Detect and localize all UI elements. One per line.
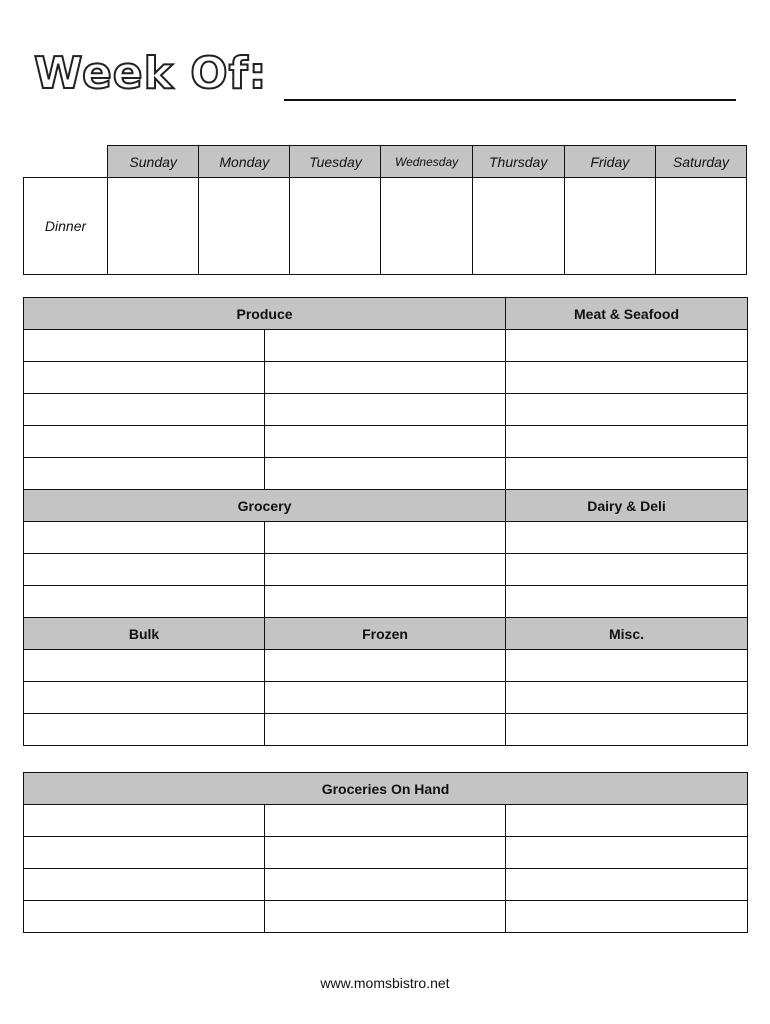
dinner-cell-monday[interactable]	[199, 178, 290, 275]
list-cell[interactable]	[265, 682, 506, 714]
list-cell[interactable]	[265, 330, 506, 362]
day-header-saturday: Saturday	[655, 146, 746, 178]
list-cell[interactable]	[506, 522, 748, 554]
list-cell[interactable]	[265, 426, 506, 458]
dinner-cell-thursday[interactable]	[472, 178, 564, 275]
list-cell[interactable]	[265, 901, 506, 933]
dinner-week-table	[23, 145, 747, 275]
day-header-friday: Friday	[564, 146, 655, 178]
footer-url: www.momsbistro.net	[320, 975, 450, 991]
list-cell[interactable]	[265, 650, 506, 682]
list-cell[interactable]	[24, 837, 265, 869]
list-cell[interactable]	[506, 837, 748, 869]
list-cell[interactable]	[506, 682, 748, 714]
list-cell[interactable]	[506, 901, 748, 933]
list-cell[interactable]	[24, 901, 265, 933]
groceries-on-hand-table	[23, 772, 748, 933]
table-row	[24, 901, 748, 933]
section-header-misc: Misc.	[506, 618, 748, 650]
dinner-cell-sunday[interactable]	[108, 178, 199, 275]
dinner-cell-tuesday[interactable]	[290, 178, 381, 275]
table-row	[24, 458, 748, 490]
section-header-frozen: Frozen	[265, 618, 506, 650]
list-cell[interactable]	[24, 458, 265, 490]
table-row	[24, 837, 748, 869]
list-cell[interactable]	[24, 522, 265, 554]
list-cell[interactable]	[506, 869, 748, 901]
dinner-cell-wednesday[interactable]	[381, 178, 472, 275]
list-cell[interactable]	[265, 714, 506, 746]
list-cell[interactable]	[24, 394, 265, 426]
day-header-sunday: Sunday	[108, 146, 199, 178]
corner-cell	[24, 146, 108, 178]
table-row	[24, 682, 748, 714]
day-header-wednesday: Wednesday	[381, 146, 472, 178]
list-cell[interactable]	[265, 394, 506, 426]
dinner-cell-friday[interactable]	[564, 178, 655, 275]
table-row	[24, 362, 748, 394]
list-cell[interactable]	[506, 714, 748, 746]
table-row	[24, 805, 748, 837]
week-of-blank-line	[284, 99, 736, 101]
list-cell[interactable]	[24, 682, 265, 714]
list-cell[interactable]	[24, 869, 265, 901]
day-header-tuesday: Tuesday	[290, 146, 381, 178]
list-cell[interactable]	[506, 362, 748, 394]
table-row	[24, 330, 748, 362]
list-cell[interactable]	[265, 522, 506, 554]
dinner-row-label: Dinner	[24, 178, 108, 275]
dinner-cell-saturday[interactable]	[655, 178, 746, 275]
page-title: Week Of:	[34, 48, 268, 99]
list-cell[interactable]	[265, 586, 506, 618]
list-cell[interactable]	[24, 426, 265, 458]
day-header-thursday: Thursday	[472, 146, 564, 178]
table-row	[24, 586, 748, 618]
list-cell[interactable]	[24, 805, 265, 837]
table-row	[24, 426, 748, 458]
table-row	[24, 394, 748, 426]
list-cell[interactable]	[265, 837, 506, 869]
section-header-produce: Produce	[24, 298, 506, 330]
section-header-dairy-deli: Dairy & Deli	[506, 490, 748, 522]
list-cell[interactable]	[265, 458, 506, 490]
list-cell[interactable]	[24, 586, 265, 618]
list-cell[interactable]	[506, 805, 748, 837]
section-header-bulk: Bulk	[24, 618, 265, 650]
list-cell[interactable]	[265, 805, 506, 837]
list-cell[interactable]	[506, 458, 748, 490]
list-cell[interactable]	[24, 330, 265, 362]
table-row	[24, 869, 748, 901]
day-header-monday: Monday	[199, 146, 290, 178]
list-cell[interactable]	[24, 362, 265, 394]
table-row	[24, 554, 748, 586]
list-cell[interactable]	[506, 330, 748, 362]
table-row	[24, 650, 748, 682]
section-header-meat-seafood: Meat & Seafood	[506, 298, 748, 330]
list-cell[interactable]	[265, 554, 506, 586]
section-header-grocery: Grocery	[24, 490, 506, 522]
table-row	[24, 714, 748, 746]
section-header-groceries-on-hand: Groceries On Hand	[24, 773, 748, 805]
list-cell[interactable]	[265, 362, 506, 394]
list-cell[interactable]	[506, 650, 748, 682]
list-cell[interactable]	[24, 714, 265, 746]
list-cell[interactable]	[506, 586, 748, 618]
list-cell[interactable]	[24, 554, 265, 586]
list-cell[interactable]	[24, 650, 265, 682]
list-cell[interactable]	[506, 426, 748, 458]
shopping-list-table	[23, 297, 748, 746]
list-cell[interactable]	[506, 394, 748, 426]
table-row	[24, 522, 748, 554]
list-cell[interactable]	[506, 554, 748, 586]
list-cell[interactable]	[265, 869, 506, 901]
